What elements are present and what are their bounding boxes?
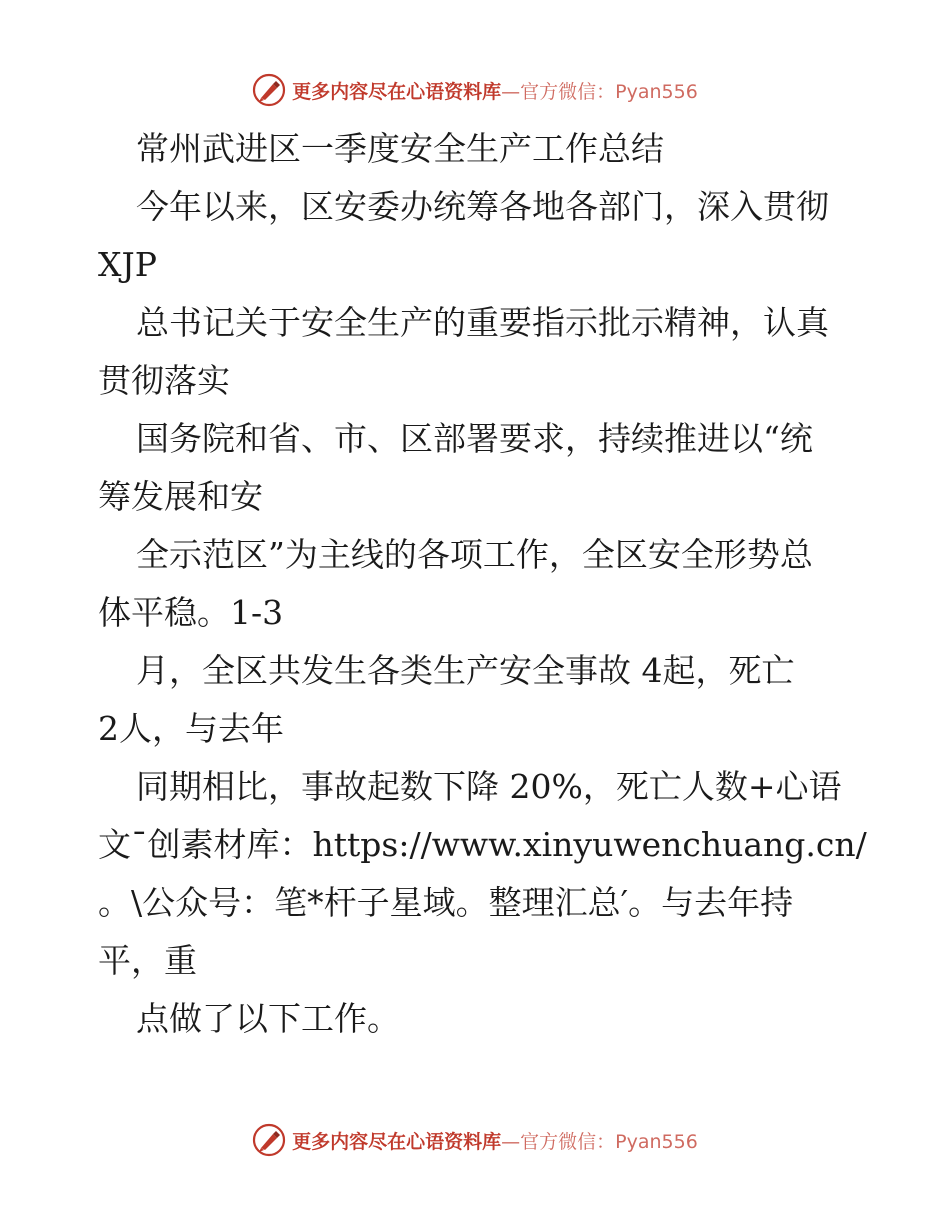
watermark-title: 更多内容尽在心语资料库 [292, 80, 502, 103]
text-line: 总书记关于安全生产的重要指示批示精神，认真 [136, 303, 829, 342]
pen-logo-icon [252, 1123, 286, 1157]
text-line: XJP [98, 245, 157, 284]
document-body [98, 120, 867, 1048]
watermark-contact: —官方微信：Pyan556 [501, 1130, 698, 1153]
pen-logo-icon [252, 73, 286, 107]
text-line: 全示范区”为主线的各项工作，全区安全形势总 [136, 535, 813, 574]
watermark-title: 更多内容尽在心语资料库 [292, 1130, 502, 1153]
text-line: 。\公众号：笔*杆子星域。整理汇总′。与去年持 [98, 883, 794, 922]
text-line: 贯彻落实 [98, 361, 230, 400]
watermark-contact: —官方微信：Pyan556 [501, 80, 698, 103]
text-line: 体平稳。1-3 [98, 593, 284, 632]
text-line: 文¯创素材库：https://www.xinyuwenchuang.cn/ [98, 825, 867, 864]
text-line: 同期相比，事故起数下降 20%，死亡人数+心语 [136, 767, 842, 806]
document-title: 常州武进区一季度安全生产工作总结 [136, 129, 664, 168]
text-line: 筹发展和安 [98, 477, 263, 516]
text-line: 月，全区共发生各类生产安全事故 4起，死亡 [136, 651, 795, 690]
text-line: 国务院和省、市、区部署要求，持续推进以“统 [136, 419, 813, 458]
footer-watermark [0, 1120, 950, 1160]
text-line: 今年以来，区安委办统筹各地各部门，深入贯彻 [136, 187, 829, 226]
header-watermark [0, 70, 950, 110]
text-line: 平，重 [98, 941, 197, 980]
text-line: 2人，与去年 [98, 709, 284, 748]
text-line: 点做了以下工作。 [136, 999, 400, 1038]
